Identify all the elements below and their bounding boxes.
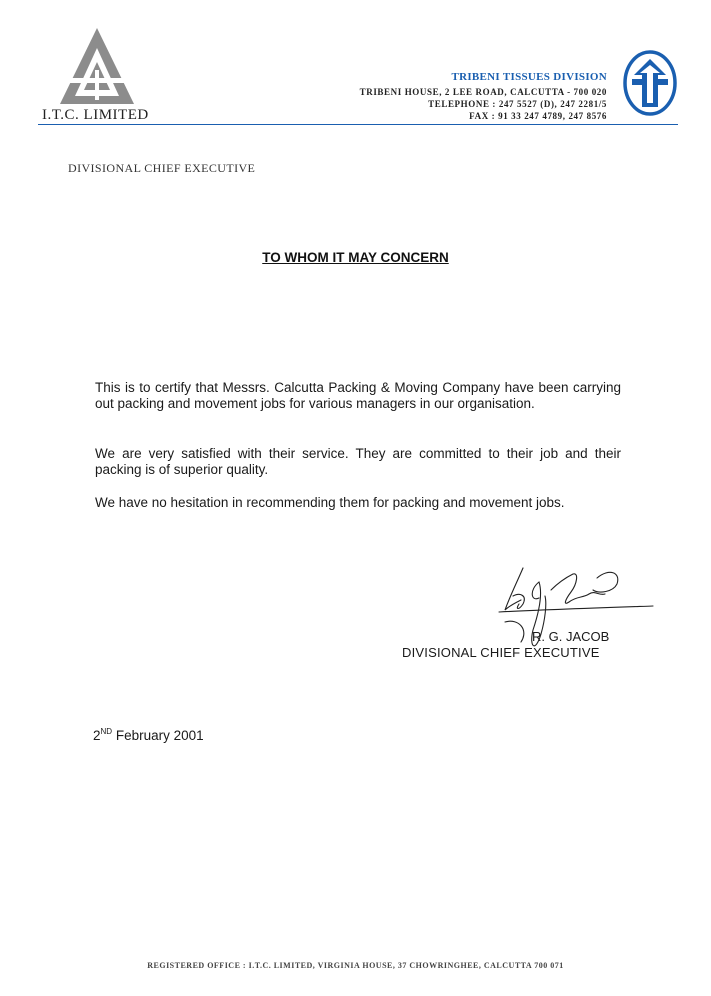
date-month-year: February 2001 (112, 728, 204, 743)
header-divider (38, 124, 678, 125)
company-name: I.T.C. LIMITED (42, 107, 149, 123)
telephone-line: TELEPHONE : 247 5527 (D), 247 2281/5 (428, 99, 607, 109)
address-line: TRIBENI HOUSE, 2 LEE ROAD, CALCUTTA - 700 020 (359, 87, 607, 97)
sender-title: DIVISIONAL CHIEF EXECUTIVE (68, 161, 256, 175)
itc-logo-icon (58, 26, 136, 106)
date-suffix: ND (100, 727, 113, 736)
fax-line: FAX : 91 33 247 4789, 247 8576 (469, 111, 607, 121)
division-name: TRIBENI TISSUES DIVISION (451, 71, 607, 83)
body-paragraph: This is to certify that Messrs. Calcutta Packing & Moving Company have been carrying out packing and movement jobs for various managers in our organisation. (95, 380, 621, 411)
tribeni-arrow-logo-icon (622, 49, 678, 117)
signatory-name: R. G. JACOB (532, 629, 610, 644)
letter-date (93, 727, 204, 743)
date-day: 2 (93, 728, 101, 743)
registered-office-footer: REGISTERED OFFICE : I.T.C. LIMITED, VIRGINIA HOUSE, 37 CHOWRINGHEE, CALCUTTA 700 071 (147, 961, 564, 970)
body-paragraph: We have no hesitation in recommending them for packing and movement jobs. (95, 495, 565, 510)
letter-heading: TO WHOM IT MAY CONCERN (262, 250, 449, 265)
signatory-title: DIVISIONAL CHIEF EXECUTIVE (402, 645, 600, 660)
body-paragraph: We are very satisfied with their service. They are committed to their job and their packing is of superior quality. (95, 446, 621, 477)
